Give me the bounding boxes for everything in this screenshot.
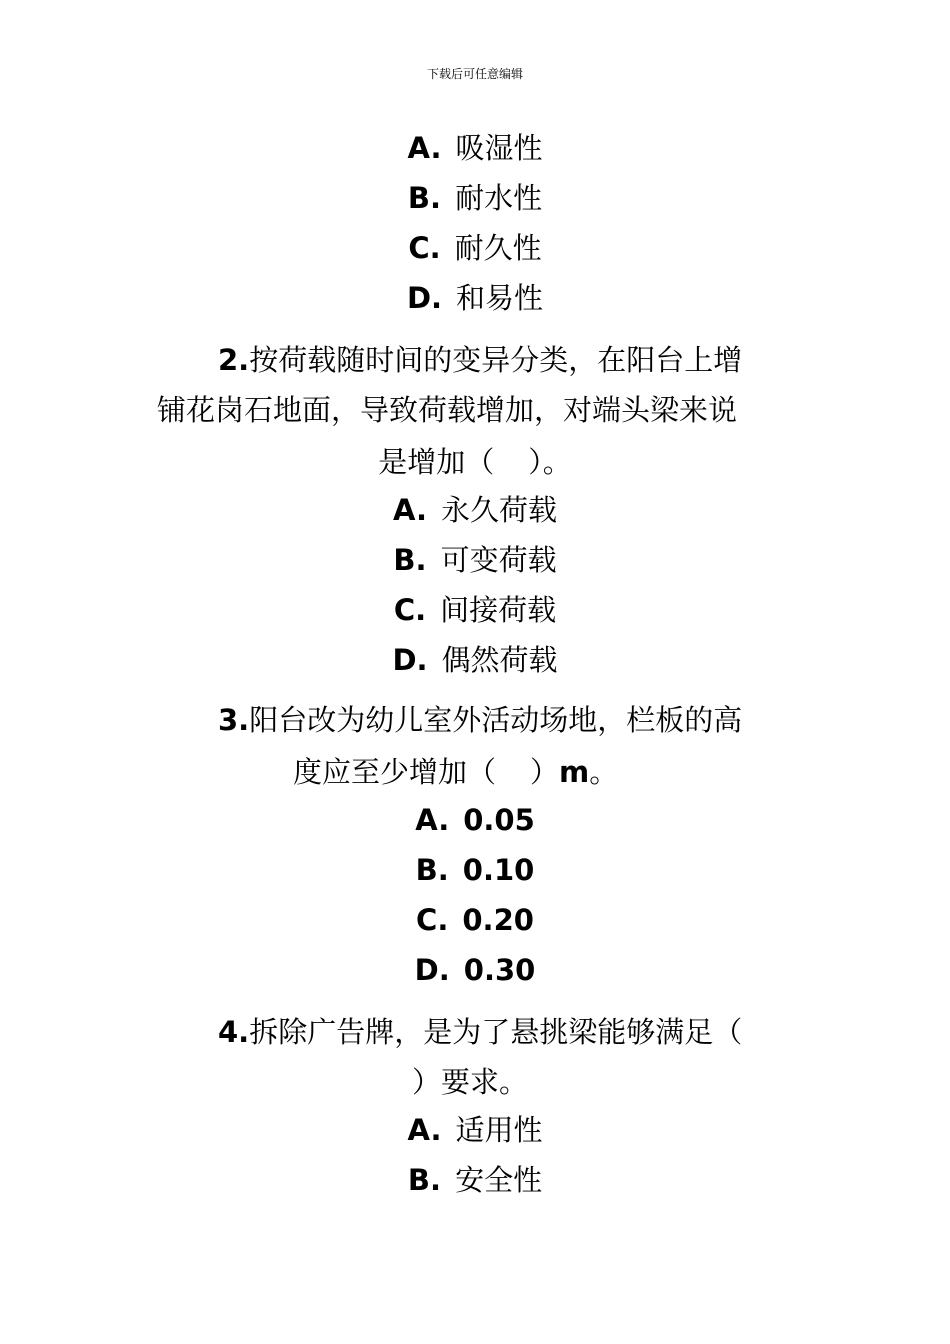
option-text: 耐水性 (455, 181, 543, 215)
question-number: 4. (218, 1015, 250, 1049)
option-text: 吸湿性 (455, 131, 543, 165)
option-text: 0.10 (462, 853, 535, 887)
q3-stem-line2 (293, 752, 793, 792)
option-letter: A (407, 1113, 431, 1147)
option-letter: B (407, 181, 431, 215)
option-text: 0.05 (463, 803, 535, 837)
question-text: ）。 (528, 445, 572, 479)
question-text: ） (530, 755, 560, 789)
question-text: 按荷载随时间的变异分类，在阳台上增 (249, 343, 743, 377)
option-separator: . (438, 803, 450, 837)
option-letter: D (392, 643, 417, 677)
question-text: 。 (589, 755, 619, 789)
option-letter: A (407, 131, 431, 165)
q4-stem-line2: ）要求。 (412, 1065, 529, 1099)
q3-option-a (0, 800, 950, 840)
option-text: 适用性 (455, 1113, 543, 1147)
q3-stem-line1 (218, 700, 818, 740)
question-text: 度应至少增加（ (293, 755, 497, 789)
option-separator: . (437, 853, 449, 887)
q3-option-d (0, 950, 950, 990)
q2-option-c (0, 590, 950, 630)
q1-option-d (0, 278, 950, 318)
q1-option-b (0, 178, 950, 218)
option-separator: . (431, 281, 443, 315)
question-text: 拆除广告牌，是为了悬挑梁能够满足（ (249, 1015, 743, 1049)
q2-stem-line3 (0, 442, 950, 482)
option-letter: A (415, 803, 439, 837)
q3-option-b (0, 850, 950, 890)
question-text: 阳台改为幼儿室外活动场地，栏板的高 (249, 703, 743, 737)
option-letter: B (393, 543, 416, 577)
option-separator: . (430, 1113, 442, 1147)
option-text: 偶然荷载 (441, 643, 558, 677)
option-separator: . (415, 493, 427, 527)
q4-stem-line1 (218, 1012, 838, 1052)
option-separator: . (430, 1163, 442, 1197)
option-separator: . (429, 231, 441, 265)
option-letter: C (393, 593, 416, 627)
question-number: 3. (218, 703, 250, 737)
q2-option-a (0, 490, 950, 530)
option-text: 0.30 (463, 953, 536, 987)
q2-stem-line1 (218, 340, 818, 380)
option-text: 耐久性 (454, 231, 542, 265)
q4-option-a (0, 1110, 950, 1150)
q1-option-c (0, 228, 950, 268)
option-separator: . (430, 181, 442, 215)
q2-option-d (0, 640, 950, 680)
option-separator: . (438, 953, 450, 987)
option-separator: . (415, 543, 427, 577)
q2-option-b (0, 540, 950, 580)
q2-stem-line2: 铺花岗石地面，导致荷载增加，对端头梁来说 (157, 393, 738, 427)
option-text: 安全性 (455, 1163, 543, 1197)
q1-option-a (0, 128, 950, 168)
option-text: 永久荷载 (441, 493, 558, 527)
option-separator: . (416, 643, 428, 677)
option-separator: . (437, 903, 449, 937)
question-text: 是增加（ (378, 445, 495, 479)
option-letter: C (408, 231, 430, 265)
option-text: 间接荷载 (440, 593, 557, 627)
option-separator: . (430, 131, 442, 165)
option-text: 和易性 (456, 281, 544, 315)
unit-text: m (559, 755, 590, 789)
option-letter: D (414, 953, 439, 987)
option-separator: . (415, 593, 427, 627)
option-letter: B (415, 853, 438, 887)
option-letter: B (407, 1163, 431, 1197)
q4-option-b (0, 1160, 950, 1200)
q3-option-c (0, 900, 950, 940)
option-text: 可变荷载 (440, 543, 557, 577)
option-letter: C (416, 903, 438, 937)
option-letter: A (392, 493, 416, 527)
question-number: 2. (218, 343, 250, 377)
option-letter: D (406, 281, 432, 315)
page-header: 下载后可任意编辑 (426, 67, 523, 81)
option-text: 0.20 (462, 903, 534, 937)
